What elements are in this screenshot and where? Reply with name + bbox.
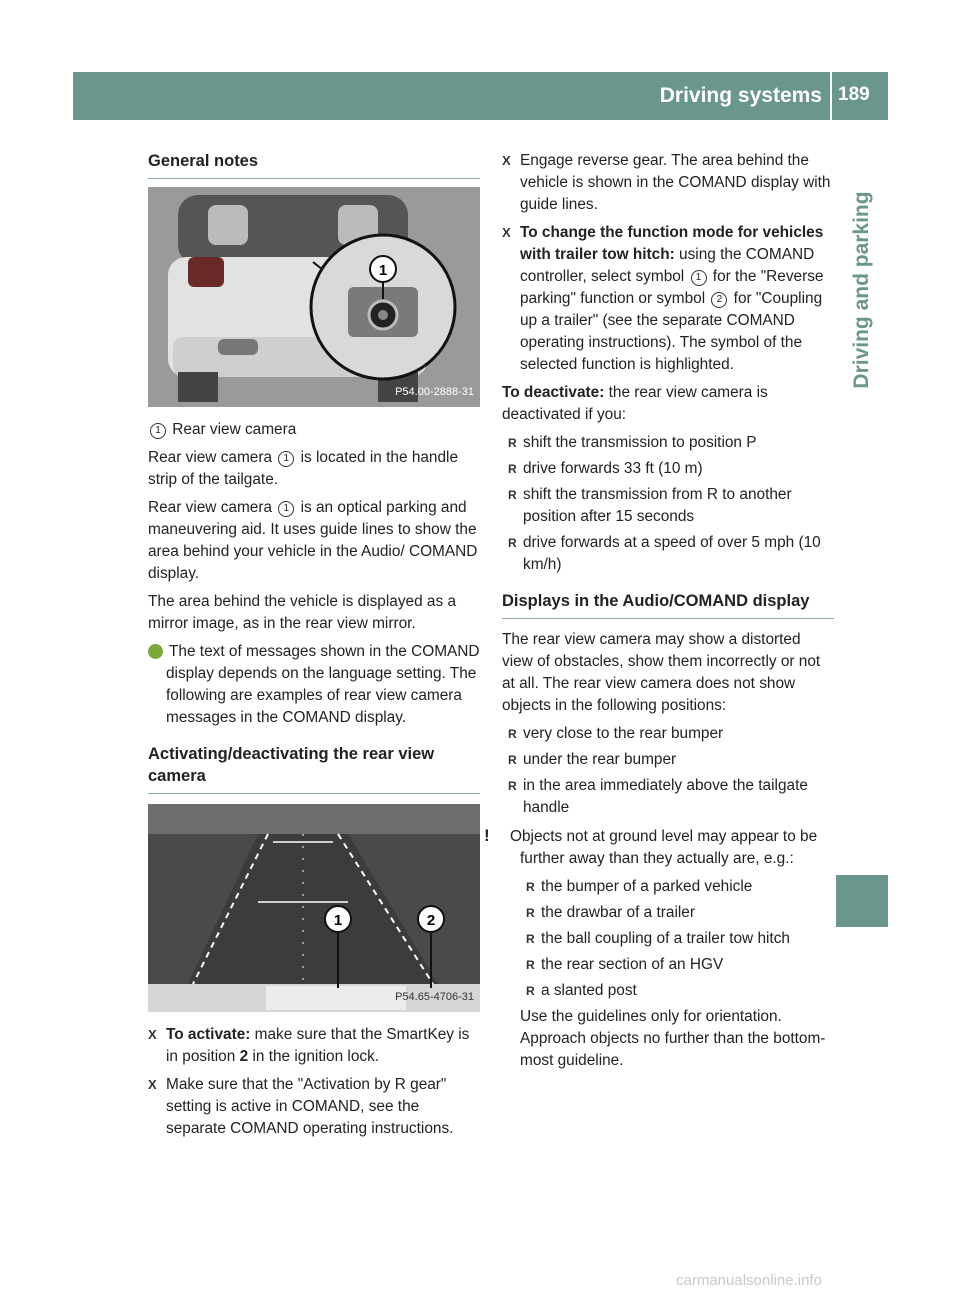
positions-list <box>508 723 834 819</box>
displays-heading: Displays in the Audio/COMAND display <box>502 590 834 619</box>
step-change-mode <box>502 222 834 376</box>
para-3: The area behind the vehicle is displayed as a mirror image, as in the rear view mirror. <box>148 593 457 632</box>
deactivate-text: the rear view camera is deactivated if you: <box>502 384 768 423</box>
para-1-a: Rear view camera <box>148 449 273 466</box>
step-change-mode-bold: To change the function mode for vehicles with trailer tow hitch: <box>520 224 824 263</box>
list-item: R the rear section of an HGV <box>526 954 834 976</box>
figure2-code: P54.65-4706-31 <box>395 991 474 1003</box>
right-column <box>484 150 834 1078</box>
list-item: R a slanted post <box>526 980 834 1002</box>
step-change-mode-a: using the COMAND controller, select symbol <box>520 246 815 285</box>
info-note <box>144 641 480 729</box>
step-change-mode-b: for the "Reverse parking" function or symbol <box>520 268 824 307</box>
list-item: R shift the transmission to position P <box>508 432 834 454</box>
step-setting: X Make sure that the "Activation by R gear" setting is active in COMAND, see the separate COMAND operating instructions. <box>148 1074 480 1140</box>
list-item: R the bumper of a parked vehicle <box>526 876 834 898</box>
left-column <box>144 150 480 1146</box>
step-change-mode-c: for "Coupling up a trailer" (see the separate COMAND operating instructions). The symbol of the selected function is highlighted. <box>520 290 823 373</box>
para-2-a: Rear view camera <box>148 499 273 516</box>
callout-2-icon: 2 <box>711 292 727 308</box>
page-number: 189 <box>838 84 870 105</box>
figure1-code: P54.00-2888-31 <box>395 386 474 398</box>
callout-1-icon: 1 <box>691 270 707 286</box>
step-activate-b: in the ignition lock. <box>252 1048 380 1065</box>
key-position: 2 <box>239 1048 249 1065</box>
general-notes-heading: General notes <box>148 150 480 179</box>
header-separator <box>830 72 832 120</box>
figure2-callout-2: 2 <box>426 912 436 929</box>
list-item: R drive forwards 33 ft (10 m) <box>508 458 834 480</box>
camera-display-illustration <box>148 804 480 1012</box>
step-activate-bold: To activate: <box>166 1026 251 1043</box>
deactivate-para <box>502 382 834 426</box>
list-item: R under the rear bumper <box>508 749 834 771</box>
closing-para: Use the guidelines only for orientation. Approach objects no further than the bottom-most guideline. <box>520 1008 826 1069</box>
side-tab-marker <box>836 875 888 927</box>
watermark: carmanualsonline.info <box>676 1272 822 1289</box>
warning-text: Objects not at ground level may appear to be further away than they actually are, e.g.: <box>510 828 818 867</box>
warning-list <box>526 876 834 1002</box>
side-tab-label: Driving and parking <box>850 191 873 389</box>
list-item: R very close to the rear bumper <box>508 723 834 745</box>
legend-1-text: Rear view camera <box>172 421 297 438</box>
deactivate-bold: To deactivate: <box>502 384 605 401</box>
info-icon: i <box>148 644 163 659</box>
info-note-text: The text of messages shown in the COMAND display depends on the language setting. The following are examples of rear view camera messages in the COMAND display. <box>166 643 480 726</box>
displays-para: The rear view camera may show a distorted view of obstacles, show them incorrectly or not at all. The rear view camera does not show objects in the following positions: <box>502 631 821 714</box>
list-item: R shift the transmission from R to another position after 15 seconds <box>508 484 834 528</box>
list-item: R drive forwards at a speed of over 5 mph (10 km/h) <box>508 532 834 576</box>
figure1-callout: 1 <box>378 262 388 279</box>
list-item: R the ball coupling of a trailer tow hitch <box>526 928 834 950</box>
figure2-callout-1: 1 <box>333 912 343 929</box>
step-activate <box>148 1024 480 1068</box>
para-1-b: is located in the handle strip of the tailgate. <box>148 449 459 488</box>
step-reverse: X Engage reverse gear. The area behind the vehicle is shown in the COMAND display with guide lines. <box>502 150 834 216</box>
section-title: Driving systems <box>659 84 822 107</box>
activating-heading: Activating/deactivating the rear view camera <box>148 743 480 794</box>
car-rear-illustration <box>148 187 480 407</box>
para-2-b: is an optical parking and maneuvering aid. It uses guide lines to show the area behind your vehicle in the Audio/ COMAND display. <box>148 499 478 582</box>
warning-note: ! Objects not at ground level may appear to be further away than they actually are, e.g.: <box>484 826 818 867</box>
para-2 <box>148 497 480 585</box>
camera-display-figure <box>148 804 480 1012</box>
para-1 <box>148 447 480 491</box>
rear-camera-figure <box>148 187 480 407</box>
step-activate-a: make sure that the SmartKey is in position <box>166 1026 470 1065</box>
legend-1 <box>148 419 480 441</box>
callout-1-icon: 1 <box>278 501 294 517</box>
list-item: R in the area immediately above the tailgate handle <box>508 775 834 819</box>
callout-1-icon: 1 <box>278 451 294 467</box>
deactivate-list <box>508 432 834 576</box>
callout-1-icon: 1 <box>150 423 166 439</box>
list-item: R the drawbar of a trailer <box>526 902 834 924</box>
